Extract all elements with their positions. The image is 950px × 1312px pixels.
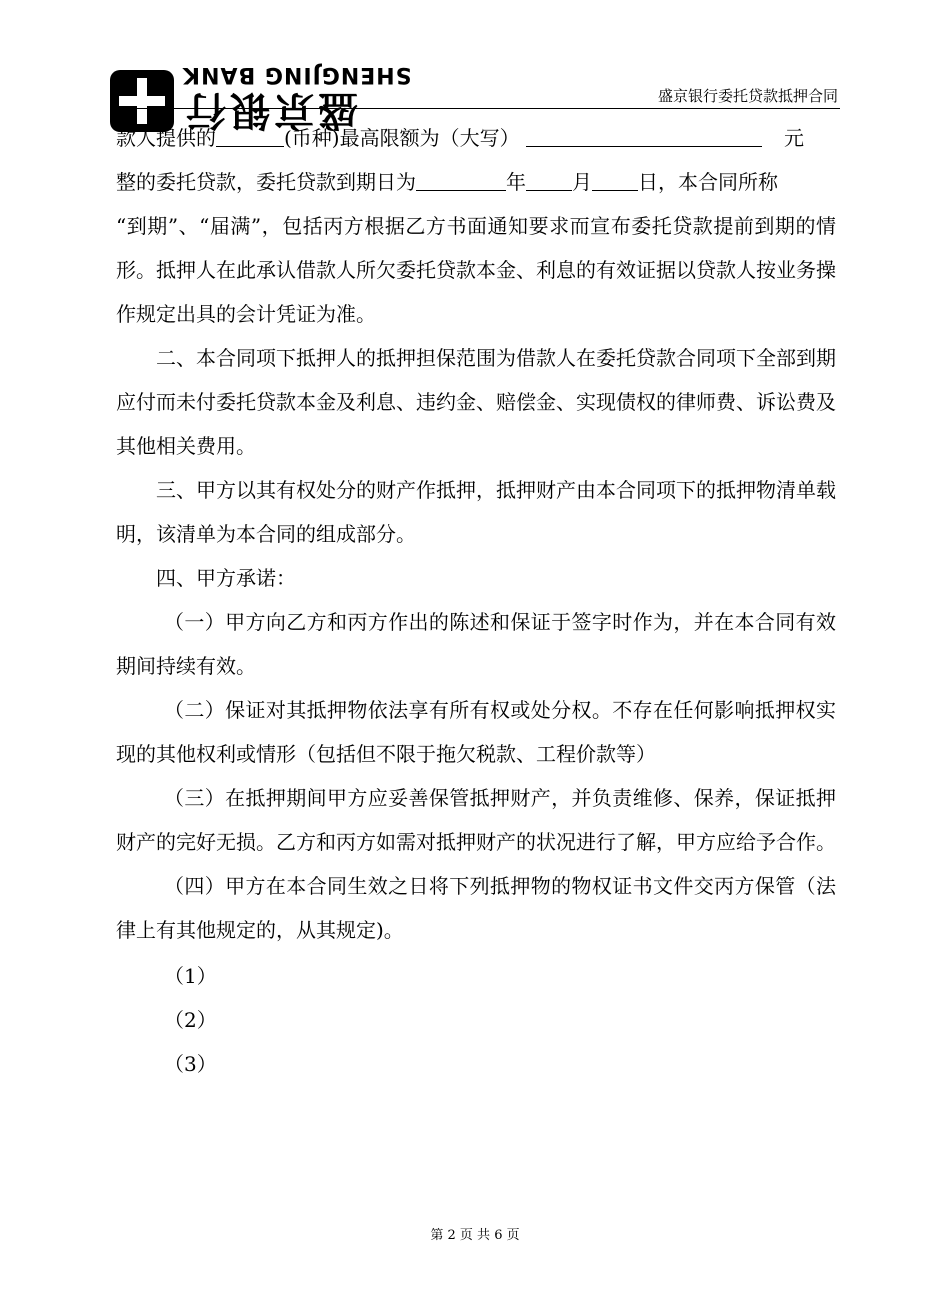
text-segment: 元 <box>783 126 804 150</box>
clause-4-3: （三）在抵押期间甲方应妥善保管抵押财产，并负责维修、保养，保证抵押财产的完好无损。乙方和丙方如需对抵押财产的状况进行了解，甲方应给予合作。 <box>116 786 836 854</box>
text-segment: 日，本合同所称 <box>638 170 778 194</box>
amount-words-blank[interactable] <box>526 124 762 147</box>
currency-blank[interactable] <box>216 124 284 147</box>
clause-1-line-2 <box>116 160 836 204</box>
clause-4-heading: 四、甲方承诺： <box>156 566 296 590</box>
due-year-blank[interactable] <box>416 168 506 191</box>
text-segment: 款人提供的 <box>116 126 216 150</box>
text-segment: (币种)最高限额为（大写） <box>284 126 520 150</box>
clause-4-2: （二）保证对其抵押物依法享有所有权或处分权。不存在任何影响抵押权实现的其他权利或情形（包括但不限于拖欠税款、工程价款等） <box>116 698 836 766</box>
document-header-title: 盛京银行委托贷款抵押合同 <box>657 87 838 105</box>
due-month-blank[interactable] <box>526 168 572 191</box>
clause-4-4: （四）甲方在本合同生效之日将下列抵押物的物权证书文件交丙方保管（法律上有其他规定的，从其规定)。 <box>116 874 836 942</box>
clause-3: 三、甲方以其有权处分的财产作抵押，抵押财产由本合同项下的抵押物清单载明，该清单为本合同的组成部分。 <box>116 478 836 546</box>
text-segment: 年 <box>506 170 526 194</box>
list-item: （2） <box>164 1008 217 1032</box>
clause-4-1: （一）甲方向乙方和丙方作出的陈述和保证于签字时作为，并在本合同有效期间持续有效。 <box>116 610 836 678</box>
bank-logo-english: SHENGJING BANK <box>182 62 412 87</box>
list-item: （3） <box>164 1052 217 1076</box>
contract-body <box>116 116 836 1086</box>
page-number: 第 2 页 共 6 页 <box>430 1228 520 1243</box>
bank-logo-chinese: 盛京银行 <box>182 87 358 134</box>
clause-1-line-1 <box>116 116 836 160</box>
list-item: （1） <box>164 964 217 988</box>
clause-1-continuation: “到期”、“届满”，包括丙方根据乙方书面通知要求而宣布委托贷款提前到期的情形。抵押人在此承认借款人所欠委托贷款本金、利息的有效证据以贷款人按业务操作规定出具的会计凭证为准。 <box>116 214 836 326</box>
due-day-blank[interactable] <box>592 168 638 191</box>
clause-2: 二、本合同项下抵押人的抵押担保范围为借款人在委托贷款合同项下全部到期应付而未付委托贷款本金及利息、违约金、赔偿金、实现债权的律师费、诉讼费及其他相关费用。 <box>116 346 836 458</box>
header-divider <box>113 108 840 109</box>
text-segment: 整的委托贷款，委托贷款到期日为 <box>116 170 416 194</box>
text-segment: 月 <box>572 170 592 194</box>
